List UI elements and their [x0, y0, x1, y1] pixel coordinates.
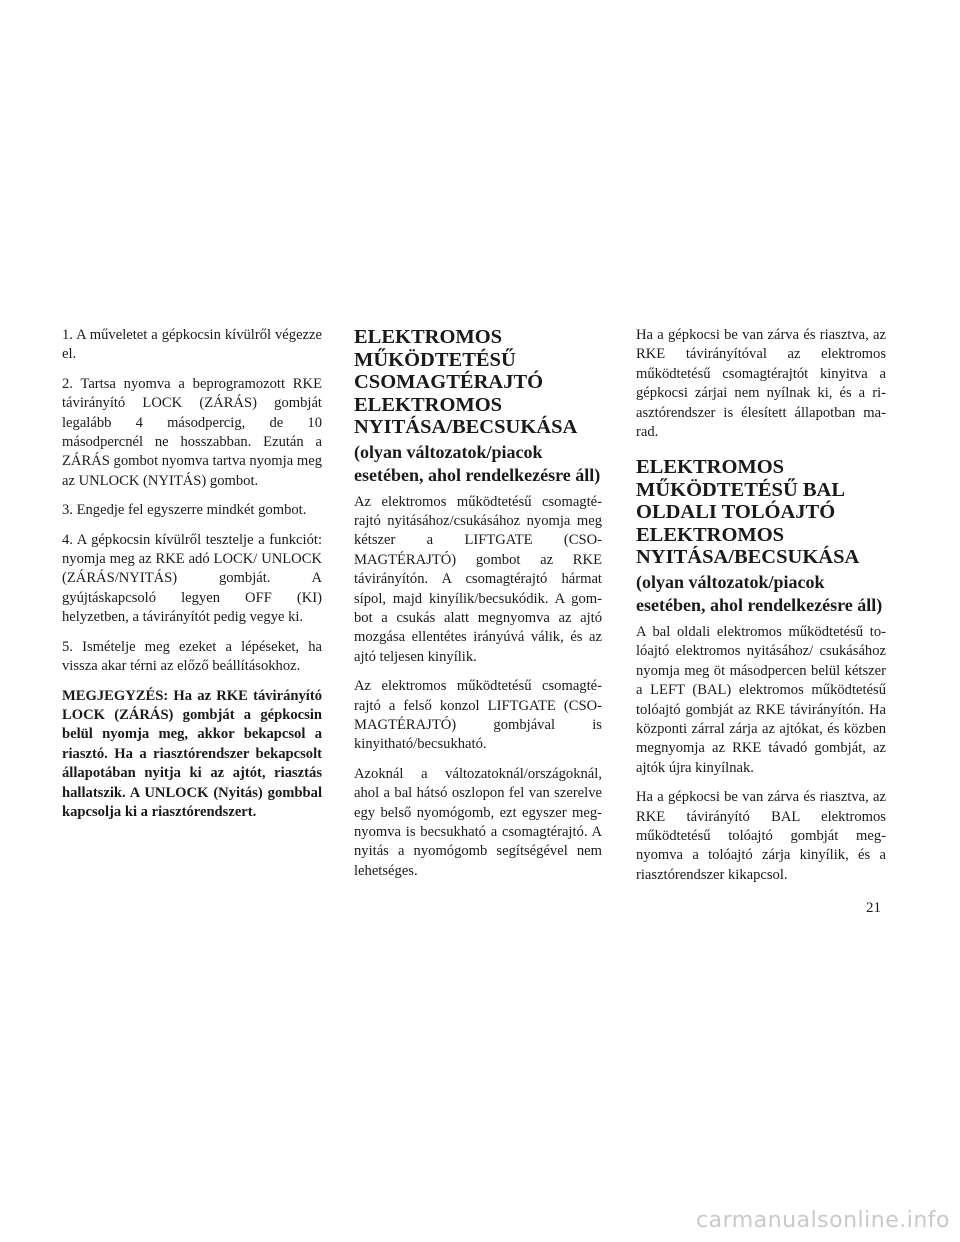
step-3: 3. Engedje fel egyszerre mindkét gombot. — [62, 502, 307, 519]
left-column — [62, 326, 322, 832]
page-number: 21 — [866, 900, 881, 916]
liftgate-paragraph-1: Az elektromos működtetésű csomagtérajtó nyitásához/csukásához nyomja meg kétszer a LIFTGATE (CSOMAGTÉRAJTÓ) gombot az RKE távirányítón. A csomagtérajtó hármat sípol, majd kinyílik/becsukódik. A gombot a csukás alatt megnyomva az ajtó mozgása ellentétes irányúvá válik, és az ajtó teljesen kinyílik. — [354, 493, 602, 665]
sliding-door-paragraph-1: A bal oldali elektromos működtetésű tolóajtó elektromos nyitásához/ csukásához nyomja meg öt másodpercen belül kétszer a LEFT (BAL) elektromos működtetésű tolóajtó gombját az RKE távirányítón. Ha központi zárral zárja az ajtókat, és közben megnyomja az RKE távadó gombját, az ajtók újra kinyílnak. — [636, 623, 886, 776]
liftgate-heading-title: ELEKTROMOS MŰKÖDTETÉSŰ CSOMAGTÉRAJTÓ ELEKTROMOS NYITÁSA/BECSUKÁSA — [354, 326, 578, 438]
watermark: carmanualsonline.info — [696, 1208, 950, 1233]
step-4: 4. A gépkocsin kívülről tesztelje a funkciót: nyomja meg az RKE adó LOCK/ UNLOCK (ZÁRÁS/NYITÁS) gombját. A gyújtáskapcsoló legyen OFF (KI) helyzetben, a távirányítót pedig vegye ki. — [62, 531, 322, 626]
liftgate-paragraph-4: Ha a gépkocsi be van zárva és riasztva, az RKE távirányítóval az elektromos működtetésű csomagtérajtót kinyitva a gépkocsi zárjai nem nyílnak ki, és a riasztórendszer is élesített állapotban marad. — [636, 327, 886, 441]
step-5: 5. Ismételje meg ezeket a lépéseket, ha vissza akar térni az előző beállításokhoz. — [62, 638, 322, 675]
liftgate-paragraph-2: Az elektromos működtetésű csomagtérajtó a felső konzol LIFTGATE (CSOMAGTÉRAJTÓ) gombjával is kinyitható/becsukható. — [354, 678, 602, 753]
sliding-door-section-heading — [636, 456, 886, 617]
liftgate-paragraph-3: Azoknál a változatoknál/országoknál, ahol a bal hátsó oszlopon fel van szerelve egy belső nyomógomb, ezt egyszer megnyomva is becsukható a csomagtérajtó. A nyitás a nyomógomb segítségével nem lehetséges. — [354, 765, 602, 879]
liftgate-heading-subtitle: (olyan változatok/piacok esetében, ahol rendelkezésre áll) — [354, 441, 601, 485]
sliding-door-paragraph-2: Ha a gépkocsi be van zárva és riasztva, az RKE távirányító BAL elektromos működtetésű tolóajtó gombját megnyomva a tolóajtó zárja kinyílik, és a riasztórendszer kikapcsol. — [636, 789, 886, 883]
sliding-door-heading-subtitle: (olyan változatok/piacok esetében, ahol rendelkezésre áll) — [636, 571, 883, 615]
note-paragraph: MEGJEGYZÉS: Ha az RKE távirányító LOCK (ZÁRÁS) gombját a gépkocsin belül nyomja meg, akkor bekapcsol a riasztó. Ha a riasztórendszer bekapcsolt állapotában nyitja ki az ajtót, riasztás hallatszik. A UNLOCK (Nyitás) gombbal kapcsolja ki a riasztórendszert. — [62, 687, 322, 820]
step-1: 1. A műveletet a gépkocsin kívülről végezze el. — [62, 327, 322, 363]
step-2: 2. Tartsa nyomva a beprogramozott RKE távirányító LOCK (ZÁRÁS) gombját legalább 4 másodpercig, de 10 másodpercnél ne hosszabban. Ezután a ZÁRÁS gombot nyomva tartva nyomja meg az UNLOCK (NYITÁS) gombot. — [62, 375, 322, 489]
liftgate-section-heading — [354, 326, 602, 487]
right-column — [636, 326, 886, 895]
middle-column — [354, 326, 602, 891]
sliding-door-heading-title: ELEKTROMOS MŰKÖDTETÉSŰ BAL OLDALI TOLÓAJTÓ ELEKTROMOS NYITÁSA/BECSUKÁSA — [636, 456, 860, 569]
